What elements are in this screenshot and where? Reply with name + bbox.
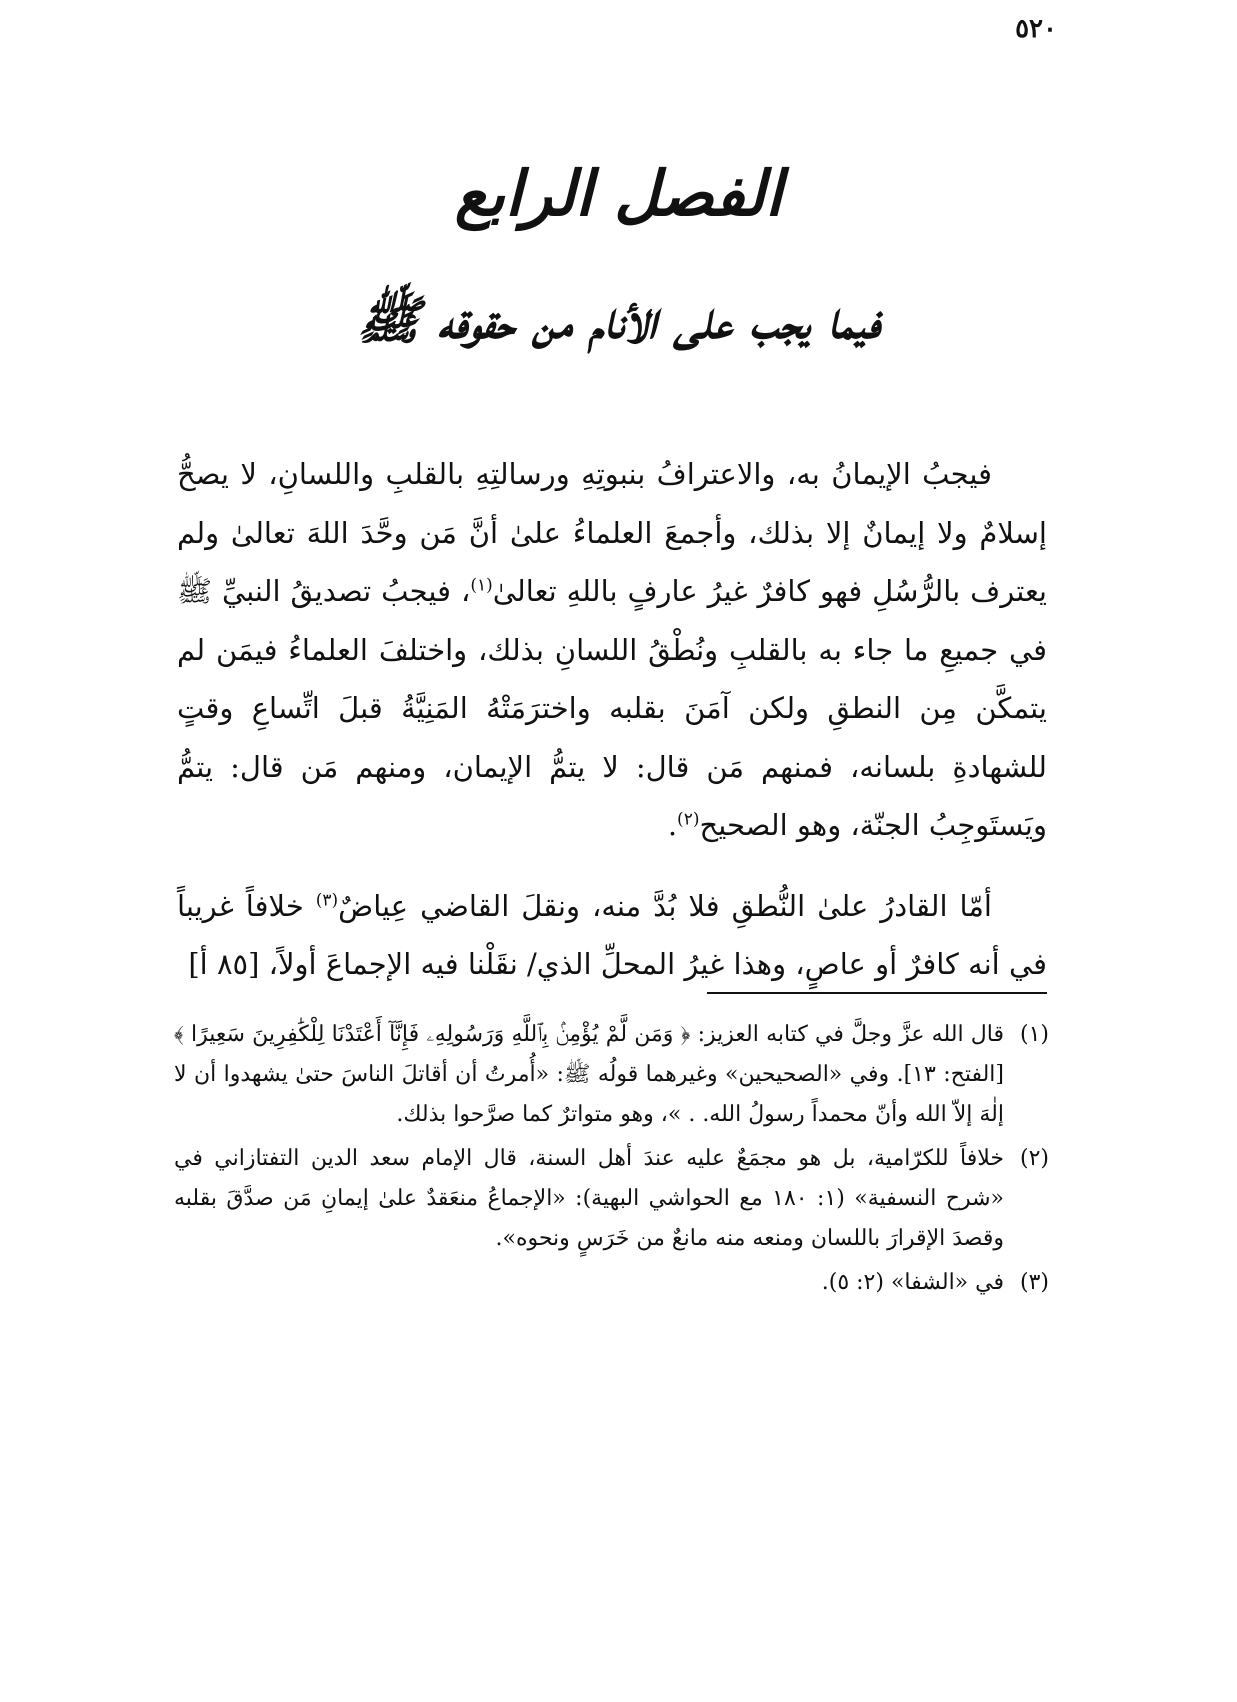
paragraph bbox=[177, 877, 1047, 994]
footnote-ref: (٢) bbox=[677, 809, 700, 830]
paragraph-text: فيجبُ الإيمانُ به، والاعترافُ بنبوتِهِ ورسالتِهِ بالقلبِ واللسانِ، لا يصحُّ إسلامٌ ولا إيمانٌ إلا بذلك، وأجمعَ العلماءُ علىٰ أنَّ مَن وحَّدَ اللهَ تعالىٰ ولم يعترف بالرُّسُلِ فهو كافرٌ غيرُ عارفٍ باللهِ تعالىٰ bbox=[177, 457, 1048, 608]
paragraph bbox=[177, 445, 1047, 855]
manuscript-folio-ref: [٨٥ أ] bbox=[188, 947, 260, 981]
footnote-number: (٣) bbox=[1019, 1270, 1049, 1295]
main-text bbox=[177, 445, 1047, 994]
footnote-number: (١) bbox=[1019, 1022, 1049, 1047]
chapter-subtitle: فيما يجب على الأنام من حقوقه ﷺ bbox=[357, 290, 880, 351]
paragraph-text: أمّا القادرُ علىٰ النُّطقِ فلا بُدَّ منه، ونقلَ القاضي عِياضٌ bbox=[338, 888, 992, 923]
chapter-title: الفصل الرابع bbox=[454, 157, 783, 230]
footnote-text: خلافاً للكرّامية، بل هو مجمَعٌ عليه عندَ أهل السنة، قال الإمام سعد الدين التفتازاني في «شرح النسفية» (١: ١٨٠ مع الحواشي البهية): «الإجماعُ منعَقدٌ علىٰ إيمانِ مَن صدَّقَ بقلبه وقصدَ الإقرارَ باللسان ومنعه منه مانعٌ من خَرَسٍ ونحوه». bbox=[174, 1146, 1005, 1251]
footnotes bbox=[174, 1015, 1049, 1303]
paragraph-text: ، فيجبُ تصديقُ النبيِّ ﷺ في جميعِ ما جاء به بالقلبِ ونُطْقُ اللسانِ بذلك، واختلفَ العلماءُ فيمَن لم يتمكَّن مِن النطقِ ولكن آمَنَ بقلبه واخترَمَتْهُ المَنِيَّةُ قبلَ اتِّساعِ وقتٍ للشهادةِ بلسانه، فمنهم مَن قال: لا يتمُّ الإيمان، ومنهم مَن قال: يتمُّ ويَستَوجِبُ الجنّة، وهو الصحيح bbox=[177, 574, 1047, 842]
footnote bbox=[174, 1139, 1049, 1259]
footnote-text: في «الشفا» (٢: ٥). bbox=[821, 1270, 1004, 1295]
footnote-ref: (٣) bbox=[315, 889, 339, 910]
footnote-text: قال الله عزَّ وجلَّ في كتابه العزيز: ﴿ وَمَن لَّمْ يُؤْمِنۢ بِٱللَّهِ وَرَسُولِهِۦ فَإِنَّآ أَعْتَدْنَا لِلْكَٰفِرِينَ سَعِيرًا ﴾ [الفتح: ١٣]. وفي «الصحيحين» وغيرهما قولُه ﷺ: «أُمرتُ أن أقاتلَ الناسَ حتىٰ يشهدوا أن لا إلٰهَ إلاّ الله وأنّ محمداً رسولُ الله. . »، وهو متواترٌ كما صرَّحوا بذلك. bbox=[174, 1022, 1004, 1127]
footnote bbox=[174, 1263, 1049, 1303]
page-number: ٥٢٠ bbox=[1015, 14, 1057, 44]
footnote-ref: (١) bbox=[470, 575, 493, 596]
footnote-divider bbox=[707, 992, 1047, 994]
footnote bbox=[174, 1015, 1049, 1135]
footnote-number: (٢) bbox=[1019, 1146, 1049, 1171]
paragraph-text: . bbox=[667, 808, 678, 842]
paragraph-text: خلافاً غريباً في أنه كافرٌ أو عاصٍ، وهذا غيرُ المحلِّ الذي/ نقَلْنا فيه الإجماعَ أولاً، bbox=[177, 888, 1047, 981]
